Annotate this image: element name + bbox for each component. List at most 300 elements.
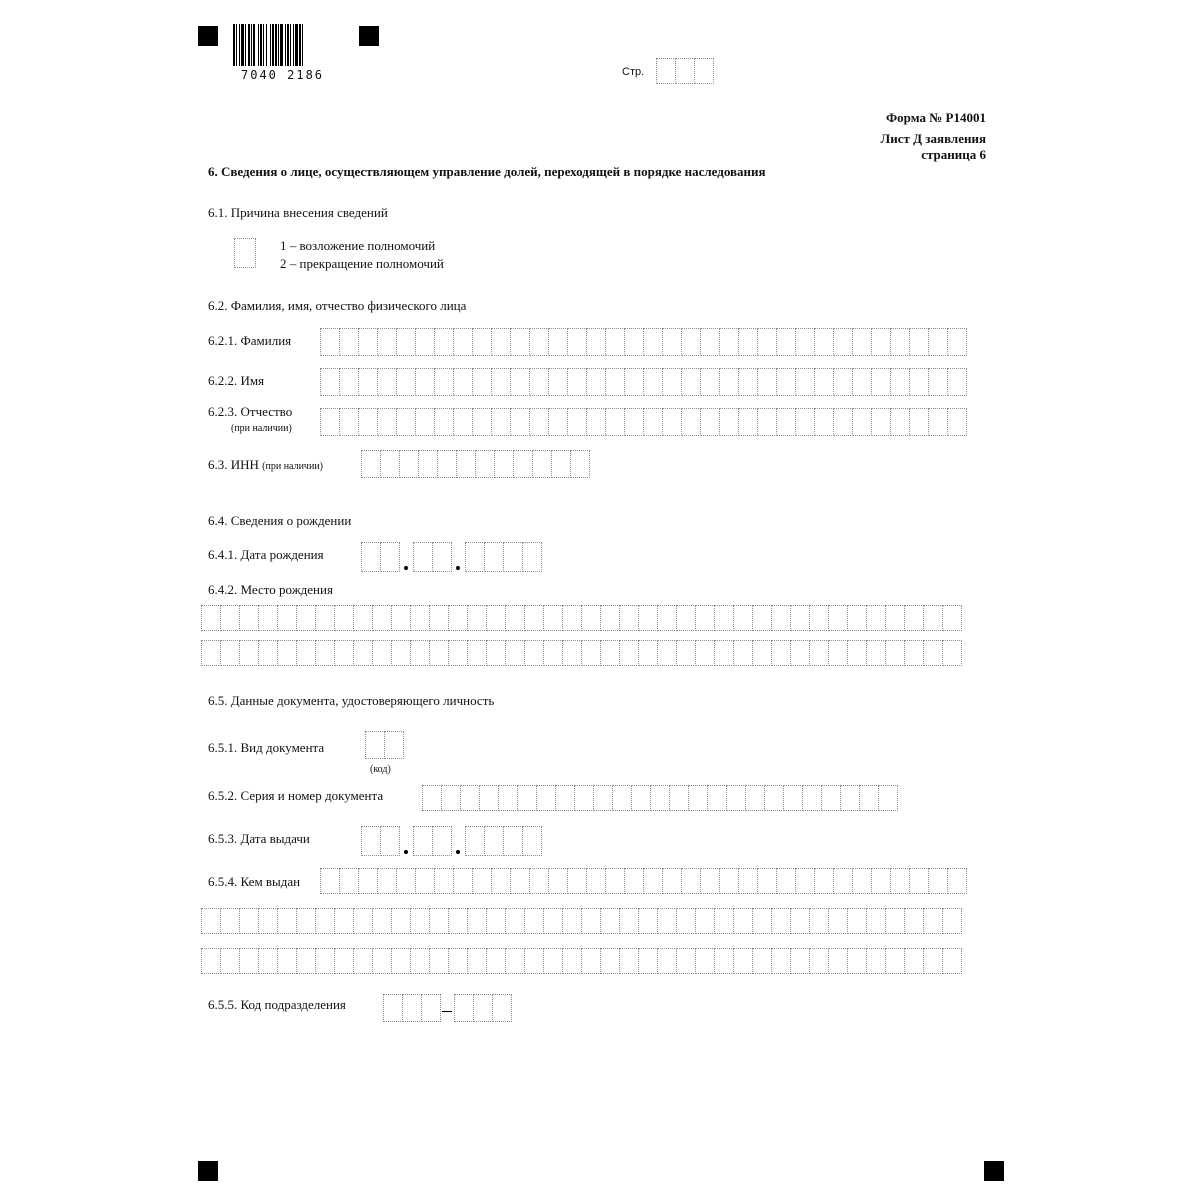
char-cell[interactable] (448, 908, 468, 934)
char-cell[interactable] (524, 908, 544, 934)
char-cell[interactable] (372, 948, 392, 974)
char-cell[interactable] (484, 542, 504, 572)
char-cell[interactable] (942, 908, 962, 934)
char-cell[interactable] (429, 640, 449, 666)
inn-cells[interactable] (361, 450, 589, 478)
char-cell[interactable] (681, 368, 701, 396)
char-cell[interactable] (334, 640, 354, 666)
char-cell[interactable] (380, 826, 400, 856)
char-cell[interactable] (605, 368, 625, 396)
char-cell[interactable] (909, 368, 929, 396)
char-cell[interactable] (866, 640, 886, 666)
char-cell[interactable] (201, 948, 221, 974)
char-cell[interactable] (315, 908, 335, 934)
char-cell[interactable] (909, 328, 929, 356)
char-cell[interactable] (631, 785, 651, 811)
char-cell[interactable] (643, 328, 663, 356)
char-cell[interactable] (600, 908, 620, 934)
char-cell[interactable] (372, 605, 392, 631)
char-cell[interactable] (890, 408, 910, 436)
char-cell[interactable] (871, 328, 891, 356)
char-cell[interactable] (415, 328, 435, 356)
char-cell[interactable] (296, 640, 316, 666)
char-cell[interactable] (738, 328, 758, 356)
char-cell[interactable] (465, 826, 485, 856)
char-cell[interactable] (719, 868, 739, 894)
char-cell[interactable] (434, 328, 454, 356)
char-cell[interactable] (567, 868, 587, 894)
char-cell[interactable] (498, 785, 518, 811)
char-cell[interactable] (529, 408, 549, 436)
char-cell[interactable] (783, 785, 803, 811)
char-cell[interactable] (548, 368, 568, 396)
char-cell[interactable] (377, 328, 397, 356)
char-cell[interactable] (657, 605, 677, 631)
char-cell[interactable] (503, 542, 523, 572)
char-cell[interactable] (795, 368, 815, 396)
char-cell[interactable] (669, 785, 689, 811)
char-cell[interactable] (358, 868, 378, 894)
char-cell[interactable] (467, 640, 487, 666)
char-cell[interactable] (460, 785, 480, 811)
name-cells[interactable] (320, 368, 966, 396)
char-cell[interactable] (947, 328, 967, 356)
char-cell[interactable] (852, 408, 872, 436)
char-cell[interactable] (814, 408, 834, 436)
char-cell[interactable] (662, 408, 682, 436)
char-cell[interactable] (605, 408, 625, 436)
char-cell[interactable] (695, 640, 715, 666)
char-cell[interactable] (529, 368, 549, 396)
char-cell[interactable] (885, 948, 905, 974)
char-cell[interactable] (878, 785, 898, 811)
char-cell[interactable] (928, 408, 948, 436)
char-cell[interactable] (828, 948, 848, 974)
char-cell[interactable] (486, 640, 506, 666)
char-cell[interactable] (334, 908, 354, 934)
char-cell[interactable] (650, 785, 670, 811)
char-cell[interactable] (334, 948, 354, 974)
char-cell[interactable] (909, 408, 929, 436)
char-cell[interactable] (681, 328, 701, 356)
char-cell[interactable] (484, 826, 504, 856)
char-cell[interactable] (296, 948, 316, 974)
char-cell[interactable] (529, 328, 549, 356)
char-cell[interactable] (871, 868, 891, 894)
char-cell[interactable] (555, 785, 575, 811)
char-cell[interactable] (524, 605, 544, 631)
char-cell[interactable] (714, 948, 734, 974)
char-cell[interactable] (358, 368, 378, 396)
char-cell[interactable] (757, 328, 777, 356)
birth-place-row-1[interactable] (201, 605, 961, 631)
char-cell[interactable] (847, 640, 867, 666)
char-cell[interactable] (220, 908, 240, 934)
char-cell[interactable] (399, 450, 419, 478)
char-cell[interactable] (201, 908, 221, 934)
char-cell[interactable] (421, 994, 441, 1022)
char-cell[interactable] (871, 408, 891, 436)
char-cell[interactable] (543, 908, 563, 934)
char-cell[interactable] (491, 328, 511, 356)
char-cell[interactable] (410, 640, 430, 666)
char-cell[interactable] (866, 908, 886, 934)
char-cell[interactable] (593, 785, 613, 811)
char-cell[interactable] (529, 868, 549, 894)
char-cell[interactable] (380, 450, 400, 478)
char-cell[interactable] (619, 948, 639, 974)
char-cell[interactable] (415, 408, 435, 436)
char-cell[interactable] (700, 368, 720, 396)
birth-date-cells[interactable] (361, 542, 541, 572)
char-cell[interactable] (339, 368, 359, 396)
char-cell[interactable] (638, 605, 658, 631)
char-cell[interactable] (757, 368, 777, 396)
char-cell[interactable] (434, 408, 454, 436)
char-cell[interactable] (586, 368, 606, 396)
char-cell[interactable] (695, 605, 715, 631)
char-cell[interactable] (859, 785, 879, 811)
char-cell[interactable] (505, 908, 525, 934)
char-cell[interactable] (410, 908, 430, 934)
char-cell[interactable] (714, 605, 734, 631)
char-cell[interactable] (441, 785, 461, 811)
char-cell[interactable] (657, 948, 677, 974)
char-cell[interactable] (904, 640, 924, 666)
char-cell[interactable] (942, 948, 962, 974)
char-cell[interactable] (524, 948, 544, 974)
char-cell[interactable] (581, 908, 601, 934)
char-cell[interactable] (752, 908, 772, 934)
char-cell[interactable] (361, 542, 381, 572)
char-cell[interactable] (396, 368, 416, 396)
char-cell[interactable] (524, 640, 544, 666)
char-cell[interactable] (643, 408, 663, 436)
char-cell[interactable] (429, 908, 449, 934)
char-cell[interactable] (719, 408, 739, 436)
char-cell[interactable] (833, 368, 853, 396)
char-cell[interactable] (814, 868, 834, 894)
char-cell[interactable] (472, 868, 492, 894)
char-cell[interactable] (802, 785, 822, 811)
char-cell[interactable] (239, 640, 259, 666)
char-cell[interactable] (947, 408, 967, 436)
char-cell[interactable] (361, 826, 381, 856)
char-cell[interactable] (619, 605, 639, 631)
char-cell[interactable] (277, 605, 297, 631)
char-cell[interactable] (510, 408, 530, 436)
char-cell[interactable] (586, 408, 606, 436)
char-cell[interactable] (828, 908, 848, 934)
char-cell[interactable] (339, 328, 359, 356)
char-cell[interactable] (885, 640, 905, 666)
char-cell[interactable] (377, 408, 397, 436)
char-cell[interactable] (453, 408, 473, 436)
char-cell[interactable] (353, 640, 373, 666)
char-cell[interactable] (733, 605, 753, 631)
char-cell[interactable] (486, 908, 506, 934)
char-cell[interactable] (840, 785, 860, 811)
char-cell[interactable] (776, 408, 796, 436)
char-cell[interactable] (790, 908, 810, 934)
char-cell[interactable] (467, 948, 487, 974)
char-cell[interactable] (448, 948, 468, 974)
char-cell[interactable] (413, 826, 433, 856)
char-cell[interactable] (638, 908, 658, 934)
char-cell[interactable] (662, 868, 682, 894)
patronymic-cells[interactable] (320, 408, 966, 436)
char-cell[interactable] (472, 328, 492, 356)
char-cell[interactable] (928, 368, 948, 396)
char-cell[interactable] (790, 948, 810, 974)
char-cell[interactable] (410, 605, 430, 631)
char-cell[interactable] (871, 368, 891, 396)
char-cell[interactable] (890, 328, 910, 356)
char-cell[interactable] (396, 868, 416, 894)
char-cell[interactable] (726, 785, 746, 811)
char-cell[interactable] (365, 731, 385, 759)
char-cell[interactable] (532, 450, 552, 478)
char-cell[interactable] (600, 605, 620, 631)
char-cell[interactable] (456, 450, 476, 478)
char-cell[interactable] (277, 948, 297, 974)
char-cell[interactable] (432, 826, 452, 856)
char-cell[interactable] (467, 605, 487, 631)
char-cell[interactable] (809, 640, 829, 666)
char-cell[interactable] (491, 868, 511, 894)
char-cell[interactable] (358, 408, 378, 436)
char-cell[interactable] (315, 948, 335, 974)
char-cell[interactable] (448, 640, 468, 666)
char-cell[interactable] (847, 605, 867, 631)
char-cell[interactable] (334, 605, 354, 631)
char-cell[interactable] (396, 328, 416, 356)
char-cell[interactable] (890, 368, 910, 396)
char-cell[interactable] (467, 908, 487, 934)
char-cell[interactable] (638, 948, 658, 974)
char-cell[interactable] (619, 908, 639, 934)
char-cell[interactable] (947, 868, 967, 894)
char-cell[interactable] (605, 328, 625, 356)
char-cell[interactable] (586, 868, 606, 894)
char-cell[interactable] (353, 605, 373, 631)
char-cell[interactable] (551, 450, 571, 478)
char-cell[interactable] (662, 328, 682, 356)
char-cell[interactable] (377, 368, 397, 396)
char-cell[interactable] (676, 605, 696, 631)
division-code-cells[interactable] (383, 994, 511, 1022)
char-cell[interactable] (795, 868, 815, 894)
char-cell[interactable] (567, 408, 587, 436)
char-cell[interactable] (220, 640, 240, 666)
char-cell[interactable] (745, 785, 765, 811)
char-cell[interactable] (315, 640, 335, 666)
char-cell[interactable] (657, 908, 677, 934)
char-cell[interactable] (923, 605, 943, 631)
char-cell[interactable] (429, 605, 449, 631)
char-cell[interactable] (821, 785, 841, 811)
char-cell[interactable] (700, 868, 720, 894)
char-cell[interactable] (472, 368, 492, 396)
char-cell[interactable] (866, 948, 886, 974)
char-cell[interactable] (790, 640, 810, 666)
char-cell[interactable] (643, 368, 663, 396)
char-cell[interactable] (413, 542, 433, 572)
char-cell[interactable] (885, 605, 905, 631)
char-cell[interactable] (258, 605, 278, 631)
char-cell[interactable] (942, 640, 962, 666)
char-cell[interactable] (771, 948, 791, 974)
char-cell[interactable] (738, 408, 758, 436)
char-cell[interactable] (790, 605, 810, 631)
char-cell[interactable] (353, 908, 373, 934)
char-cell[interactable] (612, 785, 632, 811)
char-cell[interactable] (434, 868, 454, 894)
char-cell[interactable] (700, 408, 720, 436)
char-cell[interactable] (771, 640, 791, 666)
char-cell[interactable] (688, 785, 708, 811)
char-cell[interactable] (562, 640, 582, 666)
char-cell[interactable] (757, 868, 777, 894)
char-cell[interactable] (402, 994, 422, 1022)
char-cell[interactable] (581, 640, 601, 666)
char-cell[interactable] (543, 948, 563, 974)
char-cell[interactable] (776, 328, 796, 356)
char-cell[interactable] (391, 640, 411, 666)
char-cell[interactable] (453, 868, 473, 894)
char-cell[interactable] (866, 605, 886, 631)
char-cell[interactable] (675, 58, 695, 84)
char-cell[interactable] (904, 605, 924, 631)
char-cell[interactable] (522, 826, 542, 856)
document-type-cells[interactable] (365, 731, 403, 759)
char-cell[interactable] (643, 868, 663, 894)
char-cell[interactable] (492, 994, 512, 1022)
char-cell[interactable] (418, 450, 438, 478)
char-cell[interactable] (695, 948, 715, 974)
char-cell[interactable] (491, 368, 511, 396)
char-cell[interactable] (707, 785, 727, 811)
char-cell[interactable] (885, 908, 905, 934)
char-cell[interactable] (624, 328, 644, 356)
char-cell[interactable] (738, 868, 758, 894)
char-cell[interactable] (947, 368, 967, 396)
char-cell[interactable] (505, 605, 525, 631)
char-cell[interactable] (814, 328, 834, 356)
char-cell[interactable] (828, 640, 848, 666)
char-cell[interactable] (486, 605, 506, 631)
char-cell[interactable] (624, 408, 644, 436)
char-cell[interactable] (624, 368, 644, 396)
char-cell[interactable] (581, 605, 601, 631)
char-cell[interactable] (676, 948, 696, 974)
char-cell[interactable] (923, 948, 943, 974)
char-cell[interactable] (339, 868, 359, 894)
char-cell[interactable] (522, 542, 542, 572)
char-cell[interactable] (453, 368, 473, 396)
char-cell[interactable] (733, 908, 753, 934)
char-cell[interactable] (695, 908, 715, 934)
char-cell[interactable] (904, 948, 924, 974)
char-cell[interactable] (383, 994, 403, 1022)
char-cell[interactable] (714, 908, 734, 934)
char-cell[interactable] (548, 868, 568, 894)
char-cell[interactable] (733, 948, 753, 974)
char-cell[interactable] (473, 994, 493, 1022)
char-cell[interactable] (422, 785, 442, 811)
char-cell[interactable] (372, 640, 392, 666)
char-cell[interactable] (833, 408, 853, 436)
char-cell[interactable] (220, 948, 240, 974)
char-cell[interactable] (410, 948, 430, 974)
char-cell[interactable] (600, 948, 620, 974)
char-cell[interactable] (505, 948, 525, 974)
char-cell[interactable] (567, 328, 587, 356)
char-cell[interactable] (353, 948, 373, 974)
char-cell[interactable] (479, 785, 499, 811)
char-cell[interactable] (475, 450, 495, 478)
char-cell[interactable] (239, 908, 259, 934)
char-cell[interactable] (513, 450, 533, 478)
char-cell[interactable] (320, 368, 340, 396)
char-cell[interactable] (201, 605, 221, 631)
char-cell[interactable] (676, 908, 696, 934)
char-cell[interactable] (258, 948, 278, 974)
char-cell[interactable] (847, 908, 867, 934)
char-cell[interactable] (909, 868, 929, 894)
char-cell[interactable] (454, 994, 474, 1022)
char-cell[interactable] (384, 731, 404, 759)
char-cell[interactable] (847, 948, 867, 974)
char-cell[interactable] (828, 605, 848, 631)
char-cell[interactable] (361, 450, 381, 478)
char-cell[interactable] (391, 948, 411, 974)
char-cell[interactable] (923, 908, 943, 934)
char-cell[interactable] (448, 605, 468, 631)
char-cell[interactable] (396, 408, 416, 436)
char-cell[interactable] (320, 868, 340, 894)
char-cell[interactable] (656, 58, 676, 84)
reason-code-cell[interactable] (234, 238, 255, 268)
char-cell[interactable] (928, 868, 948, 894)
issue-date-cells[interactable] (361, 826, 541, 856)
char-cell[interactable] (548, 408, 568, 436)
char-cell[interactable] (472, 408, 492, 436)
char-cell[interactable] (239, 948, 259, 974)
char-cell[interactable] (776, 368, 796, 396)
char-cell[interactable] (833, 328, 853, 356)
char-cell[interactable] (372, 908, 392, 934)
char-cell[interactable] (638, 640, 658, 666)
char-cell[interactable] (548, 328, 568, 356)
char-cell[interactable] (809, 605, 829, 631)
char-cell[interactable] (795, 408, 815, 436)
char-cell[interactable] (809, 908, 829, 934)
char-cell[interactable] (624, 868, 644, 894)
char-cell[interactable] (358, 328, 378, 356)
char-cell[interactable] (681, 868, 701, 894)
char-cell[interactable] (562, 908, 582, 934)
char-cell[interactable] (681, 408, 701, 436)
char-cell[interactable] (942, 605, 962, 631)
char-cell[interactable] (752, 640, 772, 666)
char-cell[interactable] (201, 640, 221, 666)
char-cell[interactable] (377, 868, 397, 894)
char-cell[interactable] (570, 450, 590, 478)
char-cell[interactable] (239, 605, 259, 631)
char-cell[interactable] (296, 605, 316, 631)
char-cell[interactable] (771, 908, 791, 934)
